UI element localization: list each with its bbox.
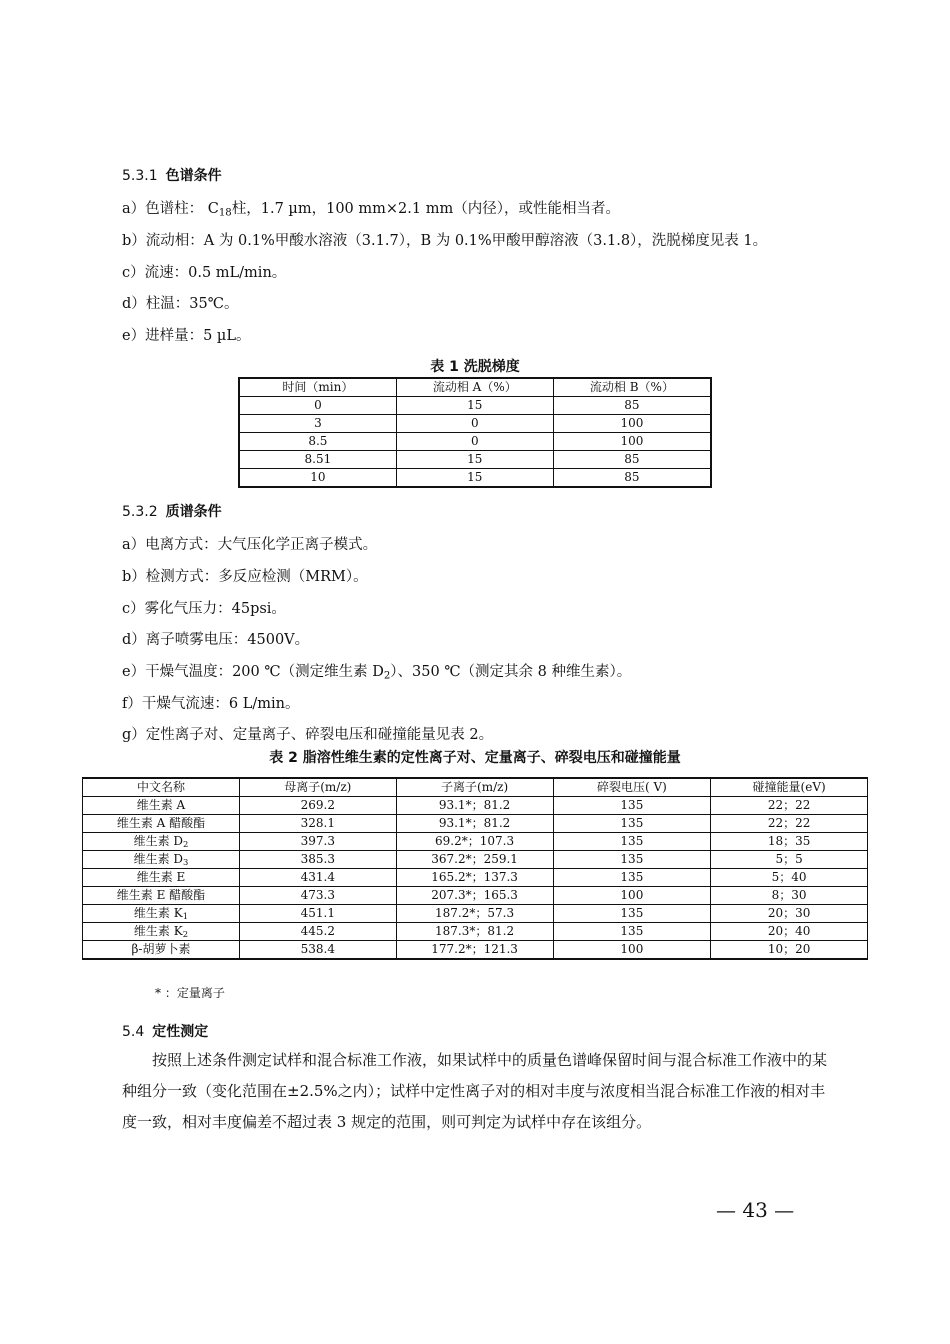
collision-energy: 22；22 [711, 815, 868, 833]
table1-header: 流动相 A（%） [396, 378, 553, 397]
qualitative-paragraph: 按照上述条件测定试样和混合标准工作液，如果试样中的质量色谱峰保留时间与混合标准工作液中的某种组分一致（变化范围在±2.5%之内）；试样中定性离子对的相对丰度与浓度相当混合标准工作液的相对丰度一致，相对丰度偏差不超过表 3 规定的范围，则可判定为试样中存在该组分。 [122, 1051, 828, 1131]
table1-cell: 85 [553, 451, 711, 469]
parent-ion: 538.4 [239, 941, 396, 960]
parent-ion: 269.2 [239, 797, 396, 815]
vitamin-name-text: 维生素 E [136, 870, 186, 884]
section-number: 5.3.1 [122, 168, 158, 184]
section-number: 5.3.2 [122, 504, 158, 520]
table1-cell: 0 [396, 415, 553, 433]
ms-item-c: c）雾化气压力：45psi。 [122, 601, 286, 617]
fragmentor-voltage: 100 [553, 941, 711, 960]
ms-item-e-subscript: 2 [383, 670, 391, 682]
table1-cell: 85 [553, 469, 711, 488]
vitamin-name [83, 941, 240, 960]
vitamin-name-text: 维生素 E 醋酸酯 [116, 888, 206, 902]
vitamin-name-subscript: 3 [183, 857, 189, 868]
daughter-ions: 207.3*；165.3 [396, 887, 553, 905]
table-row [83, 851, 868, 869]
page-number: — 43 — [716, 1198, 795, 1222]
daughter-ions: 177.2*；121.3 [396, 941, 553, 960]
parent-ion: 328.1 [239, 815, 396, 833]
table2 [82, 777, 868, 960]
parent-ion: 385.3 [239, 851, 396, 869]
ms-item-a: a）电离方式：大气压化学正离子模式。 [122, 537, 378, 553]
vitamin-name-text: 维生素 A 醋酸酯 [116, 816, 206, 830]
fragmentor-voltage: 135 [553, 797, 711, 815]
ms-item-e [122, 660, 631, 681]
collision-energy: 8；30 [711, 887, 868, 905]
daughter-ions: 367.2*；259.1 [396, 851, 553, 869]
parent-ion: 451.1 [239, 905, 396, 923]
chrom-item-d: d）柱温：35℃。 [122, 296, 239, 312]
section-heading-5-3-2 [122, 501, 222, 521]
table-row [239, 415, 711, 433]
section-heading-5-3-1 [122, 165, 222, 185]
vitamin-name [83, 923, 240, 941]
section-title: 定性测定 [152, 1024, 209, 1040]
table1-header-row [239, 378, 711, 397]
daughter-ions: 165.2*；137.3 [396, 869, 553, 887]
section-number: 5.4 [122, 1024, 145, 1040]
fragmentor-voltage: 135 [553, 851, 711, 869]
vitamin-name-text: 维生素 A [136, 798, 186, 812]
vitamin-name-subscript: 2 [182, 929, 189, 940]
vitamin-name-text: 维生素 K [133, 906, 183, 920]
table1-cell: 100 [553, 433, 711, 451]
ms-item-b: b）检测方式：多反应检测（MRM）。 [122, 569, 368, 585]
section-title: 质谱条件 [165, 504, 222, 520]
collision-energy: 18；35 [711, 833, 868, 851]
daughter-ions: 187.3*；81.2 [396, 923, 553, 941]
table2-header: 母离子(m/z) [239, 778, 396, 797]
collision-energy: 20；30 [711, 905, 868, 923]
ms-item-e-text-rest: ）、350 ℃（测定其余 8 种维生素）。 [390, 664, 632, 680]
table-row [239, 433, 711, 451]
table-row [83, 905, 868, 923]
table-row [83, 833, 868, 851]
chrom-item-b: b）流动相：A 为 0.1%甲酸水溶液（3.1.7），B 为 0.1%甲酸甲醇溶液（3.1.8），洗脱梯度见表 1。 [122, 233, 768, 249]
table1-cell: 85 [553, 397, 711, 415]
table1-header: 流动相 B（%） [553, 378, 711, 397]
table1-cell: 8.51 [239, 451, 396, 469]
table1-header: 时间（min） [239, 378, 396, 397]
vitamin-name [83, 887, 240, 905]
collision-energy: 5；40 [711, 869, 868, 887]
vitamin-name [83, 797, 240, 815]
table1-cell: 15 [396, 469, 553, 488]
ms-item-d: d）离子喷雾电压：4500V。 [122, 632, 310, 648]
parent-ion: 473.3 [239, 887, 396, 905]
table1 [238, 377, 712, 488]
table-row [83, 941, 868, 960]
fragmentor-voltage: 135 [553, 923, 711, 941]
table1-cell: 0 [239, 397, 396, 415]
ms-item-f: f）干燥气流速：6 L/min。 [122, 696, 300, 712]
table1-cell: 0 [396, 433, 553, 451]
table-row [83, 815, 868, 833]
table2-header-row [83, 778, 868, 797]
section-heading-5-4 [122, 1021, 208, 1041]
daughter-ions: 187.2*；57.3 [396, 905, 553, 923]
chrom-item-e: e）进样量：5 µL。 [122, 328, 251, 344]
collision-energy: 22；22 [711, 797, 868, 815]
parent-ion: 397.3 [239, 833, 396, 851]
vitamin-name [83, 815, 240, 833]
table-row [83, 887, 868, 905]
ms-item-e-text: e）干燥气温度：200 ℃（测定维生素 D [122, 664, 384, 680]
table1-cell: 8.5 [239, 433, 396, 451]
table1-cell: 3 [239, 415, 396, 433]
table2-header: 碎裂电压( V) [553, 778, 711, 797]
vitamin-name-text: 维生素 D [133, 834, 184, 848]
table-row [83, 869, 868, 887]
chrom-item-a [122, 197, 620, 218]
vitamin-name [83, 851, 240, 869]
vitamin-name [83, 833, 240, 851]
daughter-ions: 93.1*；81.2 [396, 815, 553, 833]
ms-item-g: g）定性离子对、定量离子、碎裂电压和碰撞能量见表 2。 [122, 727, 494, 743]
table2-caption: 表 2 脂溶性维生素的定性离子对、定量离子、碎裂电压和碰撞能量 [269, 750, 681, 766]
collision-energy: 5；5 [711, 851, 868, 869]
table-row [239, 397, 711, 415]
table-row [83, 797, 868, 815]
chrom-item-a-text: a）色谱柱： C [122, 201, 219, 217]
table1-cell: 10 [239, 469, 396, 488]
section-title: 色谱条件 [165, 168, 222, 184]
table2-header: 中文名称 [83, 778, 240, 797]
vitamin-name-text: β-胡萝卜素 [131, 942, 191, 956]
table2-header: 子离子(m/z) [396, 778, 553, 797]
collision-energy: 10；20 [711, 941, 868, 960]
table2-header: 碰撞能量(eV) [711, 778, 868, 797]
daughter-ions: 69.2*；107.3 [396, 833, 553, 851]
table1-cell: 15 [396, 397, 553, 415]
vitamin-name-text: 维生素 K [133, 924, 183, 938]
table1-cell: 15 [396, 451, 553, 469]
table-row [239, 451, 711, 469]
table1-caption: 表 1 洗脱梯度 [430, 359, 520, 375]
table2-footnote: * ：定量离子 [155, 986, 225, 1000]
fragmentor-voltage: 135 [553, 815, 711, 833]
chrom-item-a-text-rest: 柱，1.7 µm，100 mm×2.1 mm（内径），或性能相当者。 [231, 201, 620, 217]
vitamin-name-subscript: 1 [182, 911, 189, 922]
daughter-ions: 93.1*；81.2 [396, 797, 553, 815]
fragmentor-voltage: 135 [553, 833, 711, 851]
chrom-item-a-subscript: 18 [218, 207, 232, 219]
parent-ion: 431.4 [239, 869, 396, 887]
vitamin-name-text: 维生素 D [133, 852, 184, 866]
table-row [83, 923, 868, 941]
fragmentor-voltage: 135 [553, 869, 711, 887]
table-row [239, 469, 711, 488]
vitamin-name [83, 905, 240, 923]
chrom-item-c: c）流速：0.5 mL/min。 [122, 265, 287, 281]
fragmentor-voltage: 100 [553, 887, 711, 905]
parent-ion: 445.2 [239, 923, 396, 941]
vitamin-name [83, 869, 240, 887]
collision-energy: 20；40 [711, 923, 868, 941]
table1-cell: 100 [553, 415, 711, 433]
fragmentor-voltage: 135 [553, 905, 711, 923]
vitamin-name-subscript: 2 [183, 839, 189, 850]
